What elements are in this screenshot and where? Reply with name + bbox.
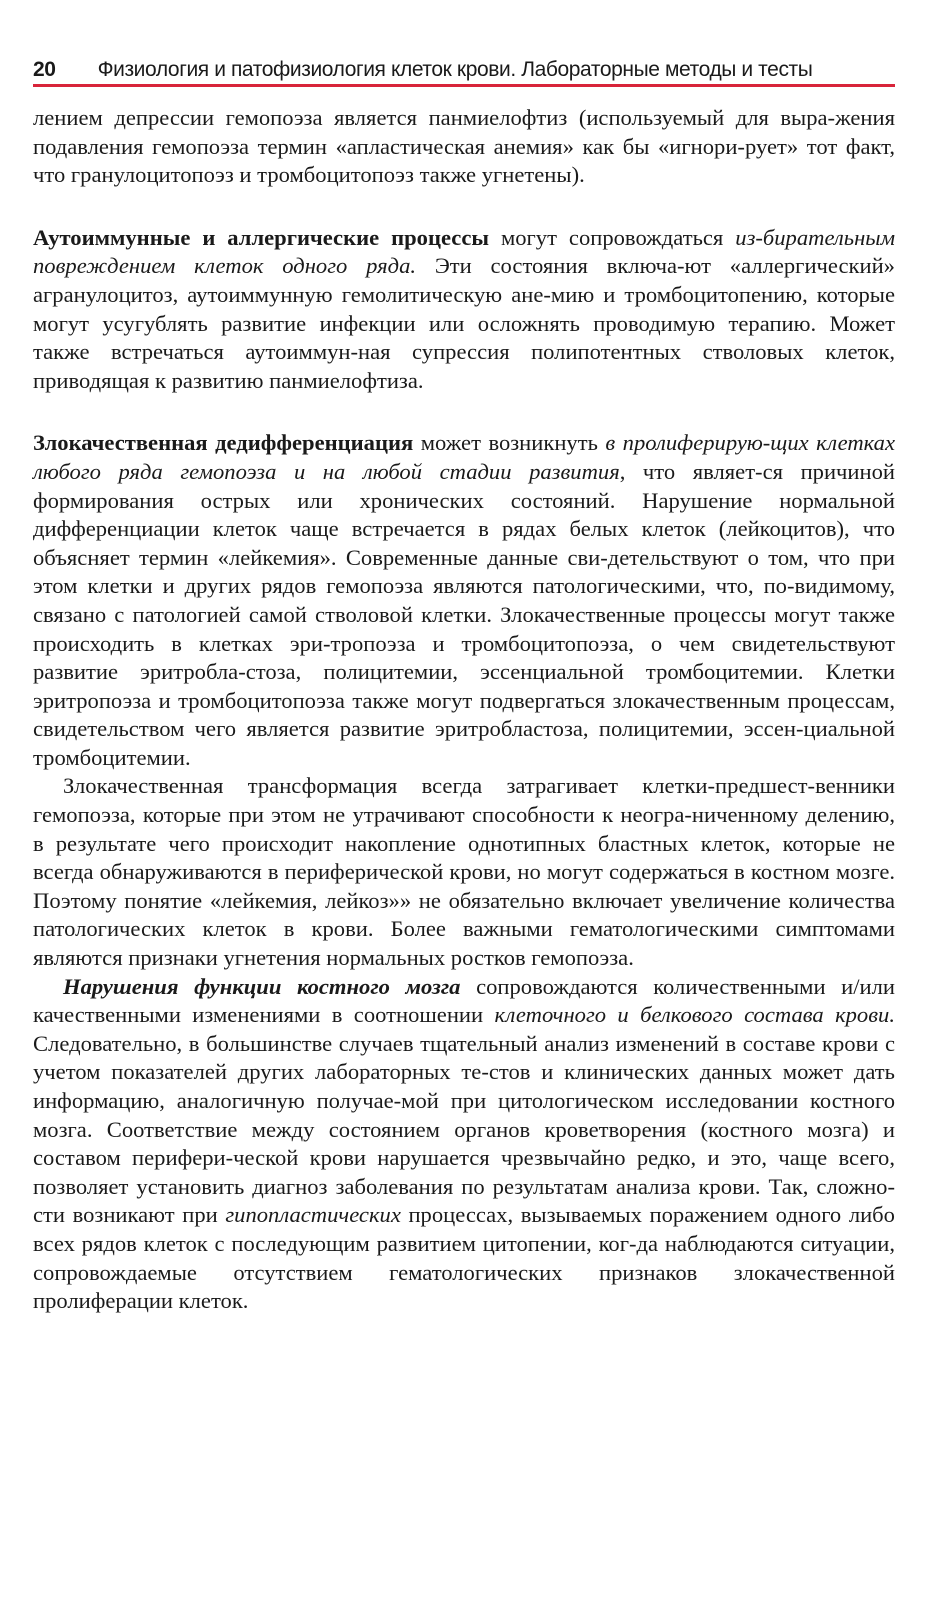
emphasis-selective-damage: из-бирательным повреждением клеток одного ряда. bbox=[33, 224, 895, 279]
term-autoimmune: Аутоиммунные и аллергические процессы bbox=[33, 224, 489, 250]
body-text bbox=[33, 104, 895, 1316]
paragraph-transformation: Злокачественная трансформация всегда затрагивает клетки-предшест-венники гемопоэза, которые при этом не утрачивают способности к неогра-ниченному делению, в результате чего происходит накопление однотипных бластных клеток, которые не всегда обнаруживаются в периферической крови, но могут содержаться в костном мозге. Поэтому понятие «лейкемия, лейкоз»» не обязательно включает увеличение количества патологических клеток в крови. Более важными гематологическими симптомами являются признаки угнетения нормальных ростков гемопоэза. bbox=[33, 773, 895, 971]
emphasis-proliferating-cells: в пролиферирую-щих клетках любого ряда гемопоэза и на любой стадии развития bbox=[33, 430, 895, 484]
term-malignant-dedifferentiation: Злокачественная дедифференциация bbox=[33, 430, 414, 456]
page-number: 20 bbox=[33, 58, 56, 81]
emphasis-hypoplastic: гипопластических bbox=[225, 1202, 401, 1228]
paragraph-marrow-dysfunction: Нарушения функции костного мозга сопровождаются количественными и/или качественными изменениями в соотношении клеточного и белкового состава крови. Следовательно, в большинстве случаев тщательный анализ изменений в составе крови с учетом показателей других лабораторных те-стов и клинических данных может дать информацию, аналогичную получае-мой при цитологическом исследовании костного мозга. Соответствие между состоянием органов кроветворения (костного мозга) и составом перифери-ческой крови нарушается чрезвычайно редко, и это, чаще всего, позволяет установить диагноз заболевания по результатам анализа крови. Так, сложно-сти возникают при гипопластических процессах, вызываемых поражением одного либо всех рядов клеток с последующим развитием цитопении, ког-да наблюдаются ситуации, сопровождаемые отсутствием гематологических признаков злокачественной пролиферации клеток. bbox=[33, 973, 895, 1314]
running-header bbox=[33, 38, 895, 82]
running-title: Физиология и патофизиология клеток крови. Лабораторные методы и тесты bbox=[97, 58, 813, 81]
header-rule bbox=[33, 84, 895, 87]
term-marrow-dysfunction: Нарушения функции костного мозга bbox=[63, 973, 461, 999]
emphasis-blood-composition: клеточного и белкового состава крови. bbox=[494, 1002, 895, 1028]
paragraph-1: лением депрессии гемопоэза является панмиелофтиз (используемый для выра-жения подавления гемопоэза термин «апластическая анемия» как бы «игнори-рует» тот факт, что гранулоцитопоэз и тромбоцитопоэз также угнетены). bbox=[33, 105, 895, 188]
paragraph-autoimmune: Аутоиммунные и аллергические процессы могут сопровождаться из-бирательным повреждением клеток одного ряда. Эти состояния включа-ют «аллергический» агранулоцитоз, аутоиммунную гемолитическую ане-мию и тромбоцитопению, которые могут усугублять развитие инфекции или осложнять проводимую терапию. Может также встречаться аутоиммун-ная супрессия полипотентных стволовых клеток, приводящая к развитию панмиелофтиза. bbox=[33, 224, 895, 393]
paragraph-malignant: Злокачественная дедифференциация может возникнуть в пролиферирую-щих клетках любого ряда гемопоэза и на любой стадии развития, что являет-ся причиной формирования острых или хронических состояний. Нарушение нормальной дифференциации клеток чаще встречается в рядах белых клеток (лейкоцитов), что объясняет термин «лейкемия». Современные данные сви-детельствуют о том, что при этом клетки и других рядов гемопоэза являются патологическими, что, по-видимому, связано с патологией самой стволовой клетки. Злокачественные процессы могут также происходить в клетках эри-тропоэза и тромбоцитопоэза, о чем свидетельствуют развитие эритробла-стоза, полицитемии, эссенциальной тромбоцитемии. Клетки эритропоэза и тромбоцитопоэза также могут подвергаться злокачественным процессам, свидетельством чего является развитие эритробластоза, полицитемии, эссен-циальной тромбоцитемии. bbox=[33, 430, 895, 770]
